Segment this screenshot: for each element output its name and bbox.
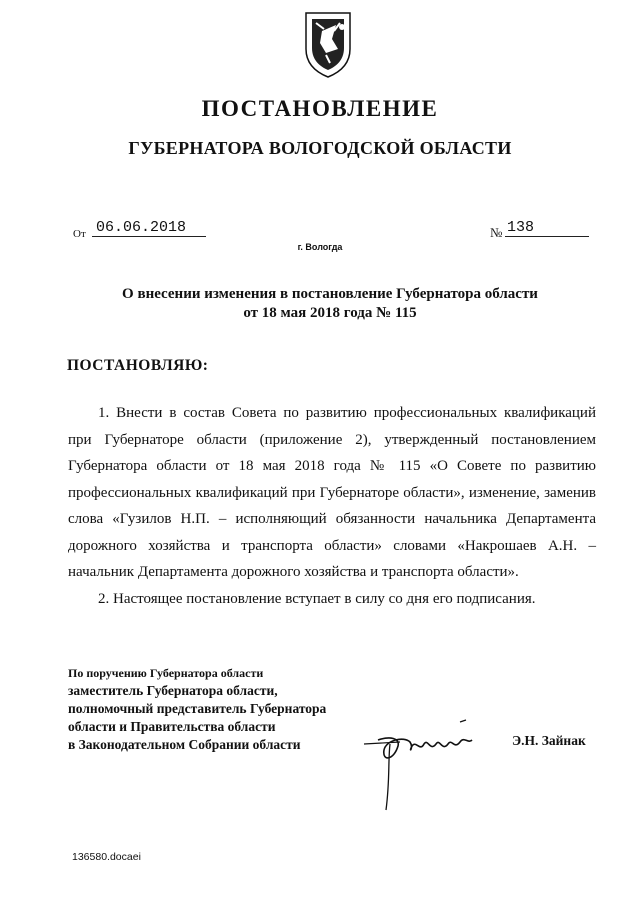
signer-name: Э.Н. Зайнак <box>512 733 586 748</box>
document-date: 06.06.2018 <box>92 219 206 237</box>
subject-line-2: от 18 мая 2018 года № 115 <box>243 305 417 321</box>
signer-line-3: полномочный представитель Губернатора <box>68 701 327 716</box>
coat-of-arms-icon <box>302 9 354 79</box>
signer-line-4: области и Правительства области <box>68 719 276 734</box>
city-name: г. Вологда <box>297 242 343 252</box>
file-name: 136580.docaei <box>72 851 141 863</box>
signer-line-1: По поручению Губернатора области <box>68 666 264 680</box>
signer-line-5: в Законодательном Собрании области <box>68 737 301 752</box>
document-subtitle: ГУБЕРНАТОРА ВОЛОГОДСКОЙ ОБЛАСТИ <box>128 138 512 158</box>
paragraph-2: 2. Настоящее постановление вступает в силу со дня его подписания. <box>98 590 536 607</box>
document-title: ПОСТАНОВЛЕНИЕ <box>201 96 439 121</box>
signer-block <box>68 664 326 754</box>
paragraph-1: 1. Внести в состав Совета по развитию профессиональных квалификаций при Губернаторе области (приложение 2), утвержденный постановлением Губернатора области от 18 мая 2018 года № 115 «О Совете по развитию профессиональных квалификаций при Губернаторе области», изменение, заменив слова «Гузилов Н.П. – исполняющий обязанности начальника Департамента дорожного хозяйства и транспорта области» словами «Накрошаев А.Н. – начальник Департамента дорожного хозяйства и транспорта области». <box>68 405 596 580</box>
date-label: От <box>73 228 86 240</box>
document-body <box>68 400 596 612</box>
number-label: № <box>490 225 503 240</box>
signer-line-2: заместитель Губернатора области, <box>68 683 278 698</box>
decree-word: ПОСТАНОВЛЯЮ: <box>67 357 209 374</box>
document-subject <box>60 285 600 323</box>
signature-icon <box>360 700 490 820</box>
subject-line-1: О внесении изменения в постановление Губернатора области <box>122 286 538 302</box>
document-number: 138 <box>505 219 589 237</box>
